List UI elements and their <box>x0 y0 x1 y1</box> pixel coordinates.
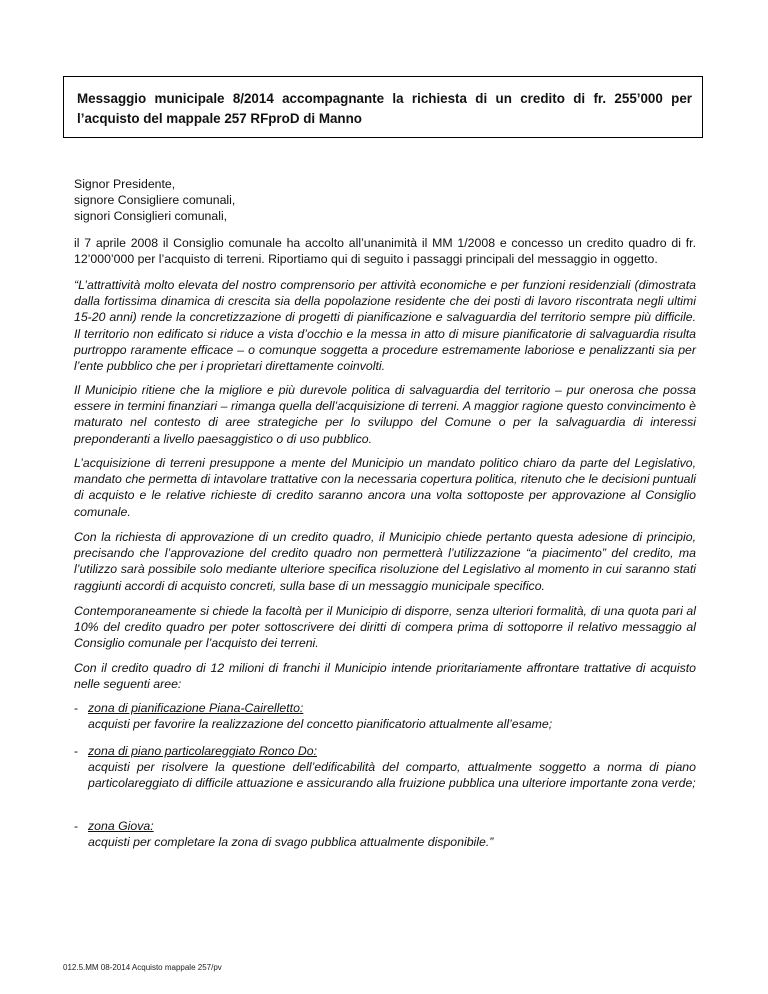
list-dash: - <box>74 819 79 833</box>
salutation-line: Signor Presidente, <box>74 177 176 191</box>
quote-paragraph: Contemporaneamente si chiede la facoltà per il Municipio di disporre, senza ulteriori formalità, di una quota pari al 10% del credito quadro per poter sottoscrivere dei diritti di compera prima di sottoporre il relativo messaggio al Consiglio comunale per l’acquisto dei terreni. <box>74 604 696 651</box>
quote-paragraph: Con il credito quadro di 12 milioni di franchi il Municipio intende prioritariamente affrontare trattative di acquisto nelle seguenti aree: <box>74 661 696 692</box>
intro-paragraph: il 7 aprile 2008 il Consiglio comunale ha accolto all’unanimità il MM 1/2008 e concesso un credito quadro di fr. 12’000’000 per l’acquisto di terreni. Riportiamo qui di seguito i passaggi principali del messaggio in oggetto. <box>74 236 696 267</box>
list-item-text: acquisti per favorire la realizzazione del concetto pianificatorio attualmente all’esame; <box>88 717 553 732</box>
quote-paragraph: “L’attrattività molto elevata del nostro comprensorio per attività economiche e per funzioni residenziali (dimostrata dalla fortissima dinamica di crescita sia della popolazione residente che dei posti di lavoro riscontrata negli ultimi 15-20 anni) rende la concretizzazione di progetti di pianificazione e salvaguardia del territorio sempre più difficile. Il territorio non edificato si riduce a vista d’occhio e la messa in atto di misure pianificatorie di salvaguardia risulta purtroppo raramente efficace – o comunque soggetta a procedure estremamente laboriose e penalizzanti sia per l’ente pubblico che per i proprietari direttamente coinvolti. <box>74 278 696 374</box>
quote-paragraph: Con la richiesta di approvazione di un credito quadro, il Municipio chiede pertanto questa adesione di principio, precisando che l’approvazione del credito quadro non permetterà l’utilizzazione “a piacimento” del credito, ma l’utilizzo sarà possibile solo mediante ulteriore specifica risoluzione del Legislativo al momento in cui saranno stati raggiunti accordi di acquisto concreti, sulla base di un messaggio municipale specifico. <box>74 530 696 593</box>
list-item-heading: zona di pianificazione Piana-Cairelletto: <box>88 701 304 715</box>
list-item-text: acquisti per completare la zona di svago pubblica attualmente disponibile.” <box>88 835 494 850</box>
list-item <box>74 818 696 850</box>
salutation-line: signori Consiglieri comunali, <box>74 209 228 224</box>
quote-paragraph: Il Municipio ritiene che la migliore e più durevole politica di salvaguardia del territorio – pur onerosa che possa essere in termini finanziari – rimanga quella dell’acquisizione di terreni. A maggior ragione questo convincimento è maturato nel contesto di aree strategiche per lo sviluppo del Comune o per la salvaguardia di interessi preponderanti a livello paesaggistico o di uso pubblico. <box>74 383 696 446</box>
document-title: Messaggio municipale 8/2014 accompagnante la richiesta di un credito di fr. 255’000 per l’acquisto del mappale 257 RFproD di Manno <box>63 76 703 138</box>
quote-paragraph: L’acquisizione di terreni presuppone a mente del Municipio un mandato politico chiaro da parte del Legislativo, mandato che permetta di intavolare trattative con la necessaria copertura politica, ritenuto che le decisioni puntuali di acquisto e le relative richieste di credito saranno ancora una volta sottoposte per approvazione al Consiglio comunale. <box>74 456 696 519</box>
list-item-text: acquisti per risolvere la questione dell’edificabilità del comparto, attualmente soggetto a norma di piano particolareggiato di difficile attuazione e assicurando alla fruizione pubblica una ulteriore importante zona verde; <box>88 760 696 791</box>
salutation-line: signore Consigliere comunali, <box>74 193 236 208</box>
list-item <box>74 700 696 732</box>
list-dash: - <box>74 744 79 758</box>
list-item-heading: zona Giova: <box>88 819 154 833</box>
list-dash: - <box>74 701 79 715</box>
list-item-heading: zona di piano particolareggiato Ronco Do: <box>88 744 318 758</box>
salutation <box>74 176 696 225</box>
list-item <box>74 743 696 792</box>
page-footer: 012.5.MM 08-2014 Acquisto mappale 257/pv <box>63 963 222 972</box>
